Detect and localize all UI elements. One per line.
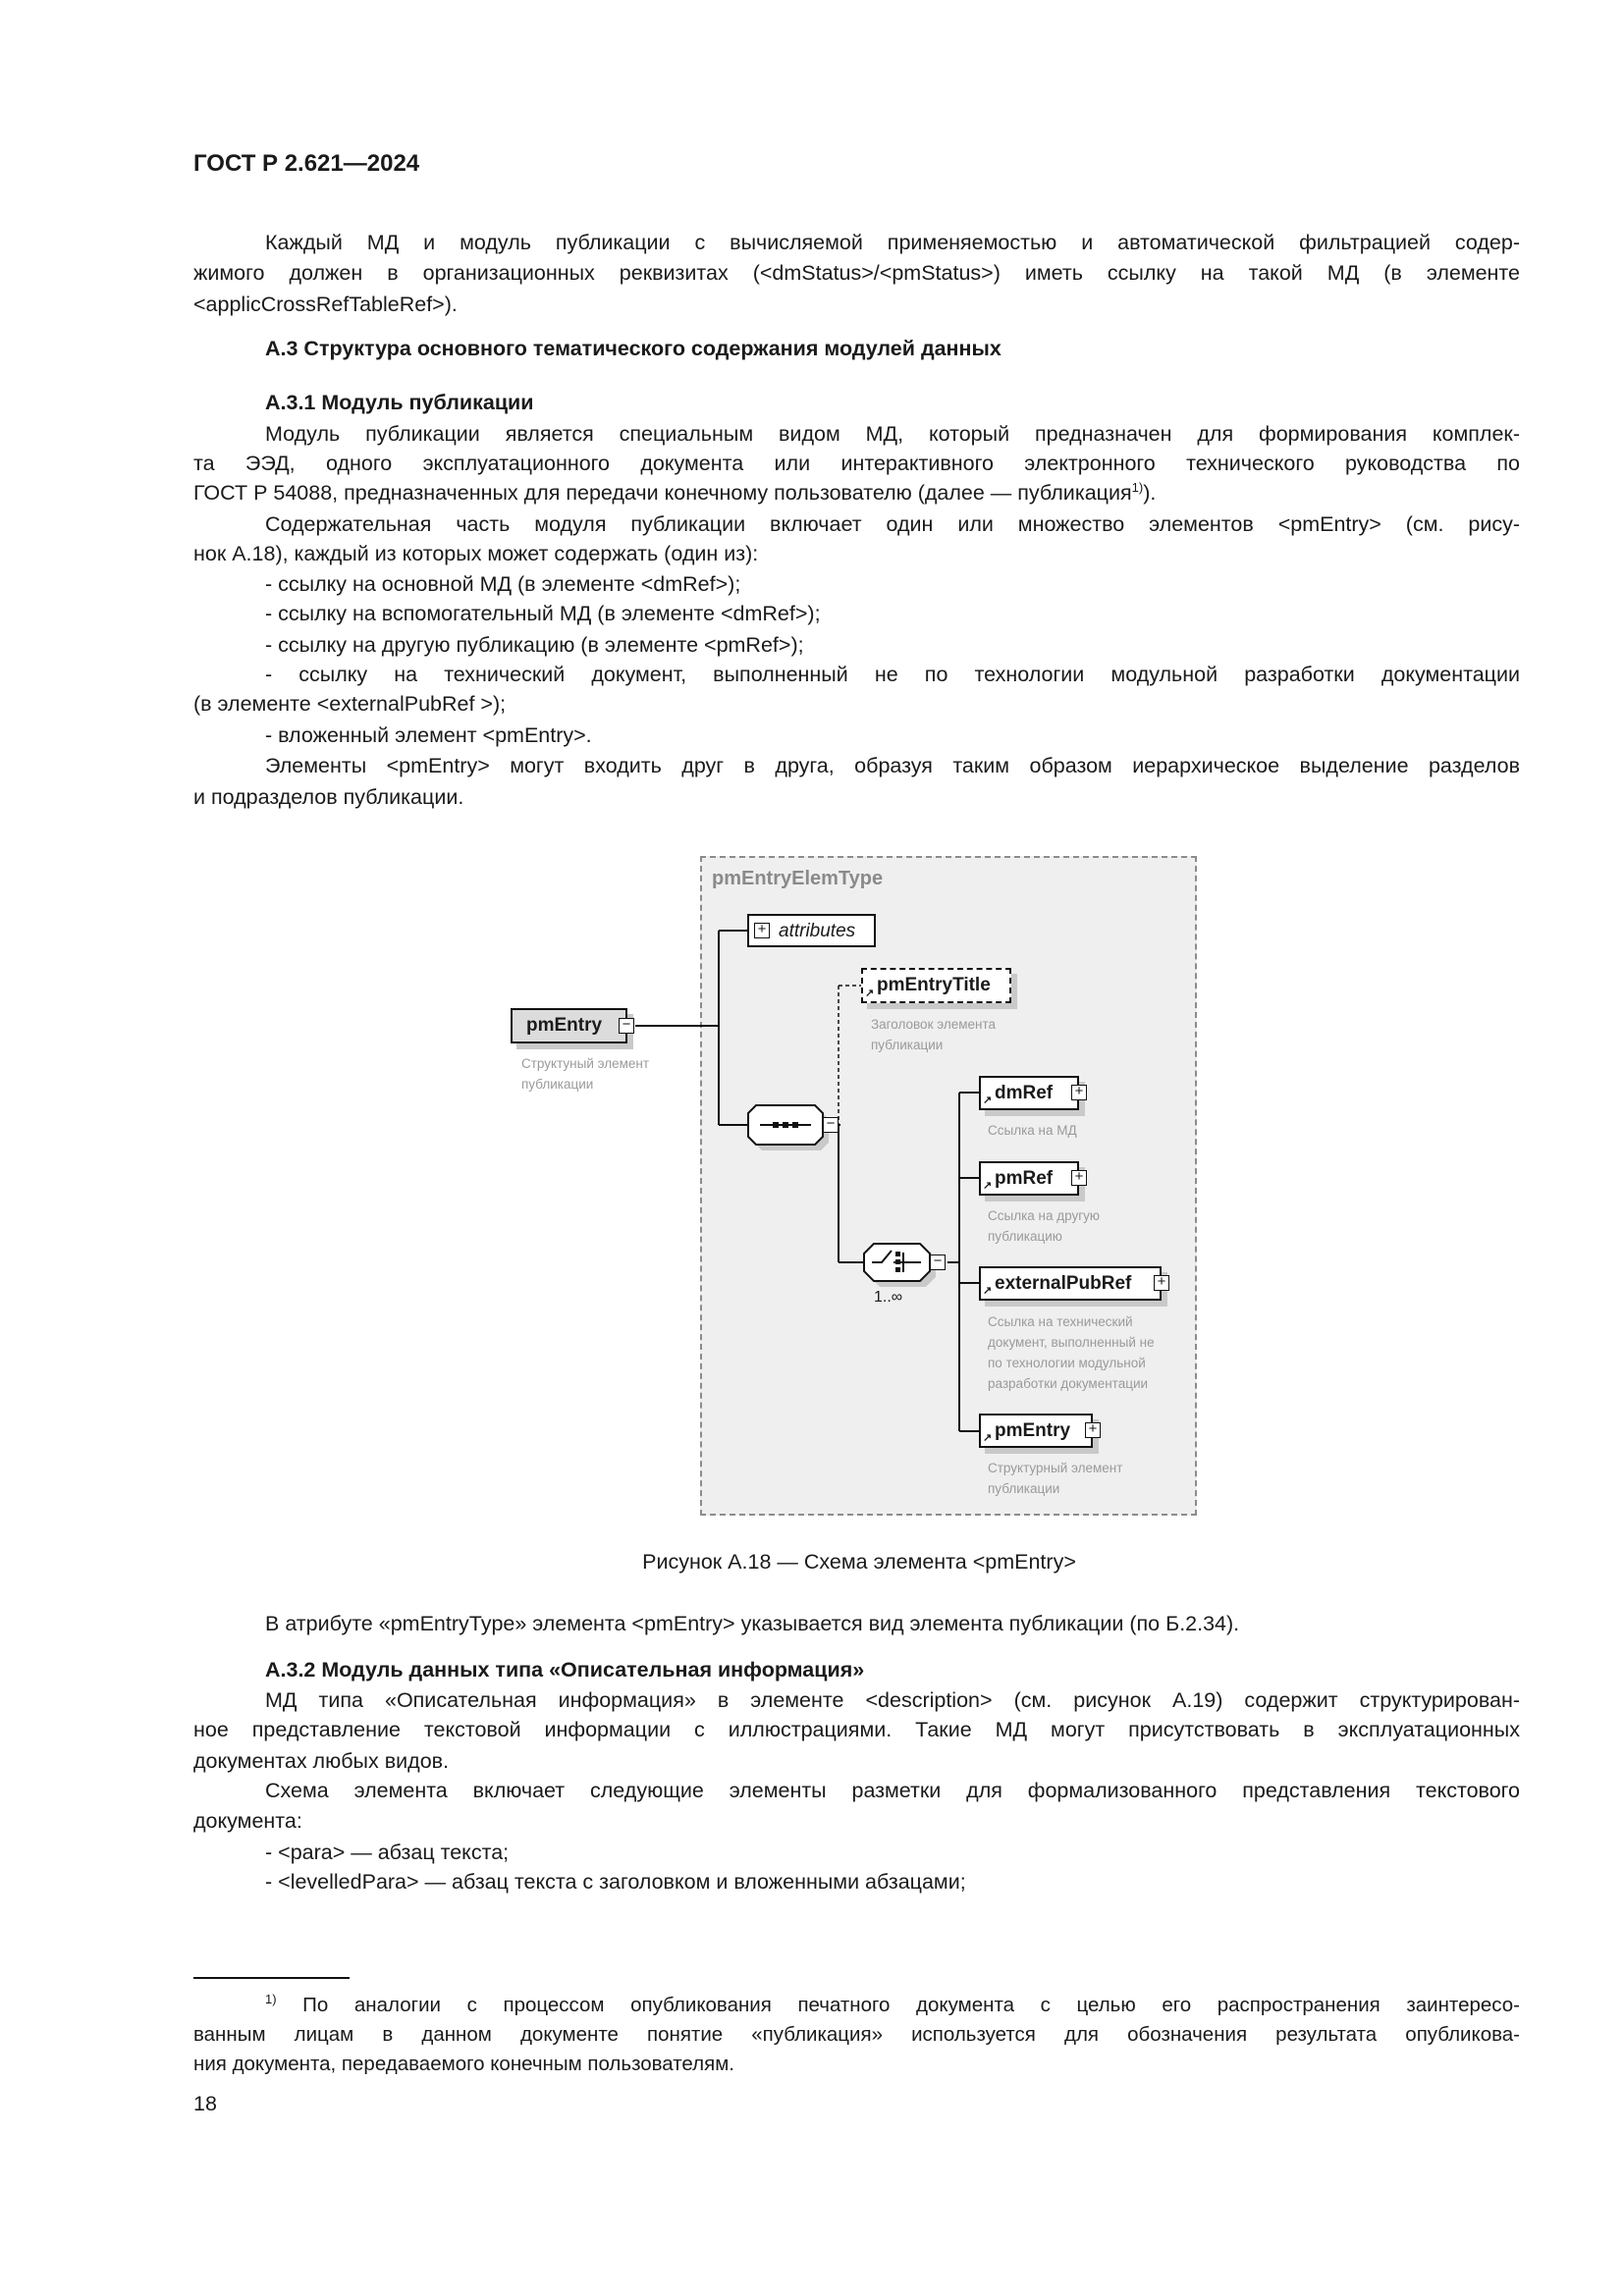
element-name: externalPubRef bbox=[995, 1273, 1132, 1294]
desc-line: Ссылка на технический bbox=[988, 1314, 1133, 1329]
element-externalPubRef[interactable] bbox=[979, 1266, 1162, 1301]
desc-line: по технологии модульной bbox=[988, 1356, 1146, 1370]
desc-line: Структурный элемент bbox=[988, 1461, 1123, 1475]
paragraph-line: <applicCrossRefTableRef>). bbox=[193, 293, 458, 316]
root-element-pmEntry[interactable] bbox=[511, 1008, 627, 1043]
section-heading-a32: А.3.2 Модуль данных типа «Описательная информация» bbox=[265, 1658, 865, 1682]
element-description bbox=[521, 1053, 649, 1095]
element-name: pmEntry bbox=[526, 1015, 603, 1036]
attributes-label: attributes bbox=[779, 921, 856, 941]
list-item: - <levelledPara> — абзац текста с заголовком и вложенными абзацами; bbox=[265, 1870, 966, 1894]
desc-line: публикации bbox=[871, 1038, 944, 1052]
paragraph-line: Элементы <pmEntry> могут входить друг в друга, образуя таким образом иерархическое выделение разделов bbox=[265, 754, 1520, 777]
expand-button[interactable]: + bbox=[1071, 1085, 1087, 1100]
element-name: pmEntry bbox=[995, 1420, 1071, 1441]
section-heading-a31: А.3.1 Модуль публикации bbox=[265, 391, 534, 414]
element-description bbox=[988, 1458, 1122, 1499]
expand-button[interactable]: + bbox=[1071, 1170, 1087, 1186]
paragraph-line: и подразделов публикации. bbox=[193, 785, 464, 809]
paragraph-line: ное представление текстовой информации с иллюстрациями. Такие МД могут присутствовать в эксплуатационных bbox=[193, 1718, 1520, 1741]
type-name: pmEntryElemType bbox=[712, 868, 884, 889]
paragraph-line: Каждый МД и модуль публикации с вычисляемой применяемостью и автоматической фильтрацией содер- bbox=[265, 231, 1520, 254]
collapse-sequence-button[interactable]: − bbox=[823, 1117, 839, 1133]
desc-line: Ссылка на другую bbox=[988, 1208, 1101, 1223]
page-number: 18 bbox=[193, 2092, 217, 2115]
element-dmRef[interactable] bbox=[979, 1076, 1079, 1110]
paragraph-line: та ЭЭД, одного эксплуатационного документа или интерактивного электронного технического руководства по bbox=[193, 452, 1520, 475]
list-item: - ссылку на другую публикацию (в элементе <pmRef>); bbox=[265, 633, 804, 657]
section-heading-a3: А.3 Структура основного тематического содержания модулей данных bbox=[265, 337, 1001, 360]
paragraph-line: МД типа «Описательная информация» в элементе <description> (см. рисунок А.19) содержит структурирован- bbox=[265, 1688, 1520, 1712]
desc-line: Заголовок элемента bbox=[871, 1017, 996, 1032]
expand-attributes-button[interactable]: + bbox=[754, 923, 770, 938]
text: По аналогии с процессом опубликования печатного документа с целью его распространения заинтересо- bbox=[302, 1994, 1520, 2016]
element-pmRef[interactable] bbox=[979, 1161, 1079, 1196]
paragraph-line: В атрибуте «pmEntryType» элемента <pmEntry> указывается вид элемента публикации (по Б.2.34). bbox=[265, 1612, 1240, 1635]
list-item: (в элементе <externalPubRef >); bbox=[193, 692, 507, 716]
element-pmEntryTitle[interactable] bbox=[861, 968, 1011, 1003]
reference-arrow-icon: ↗ bbox=[983, 1095, 993, 1106]
collapse-root-button[interactable]: − bbox=[619, 1018, 634, 1034]
list-item: - ссылку на основной МД (в элементе <dmRef>); bbox=[265, 572, 741, 596]
footnote-line bbox=[265, 1990, 1520, 2020]
footnote-ref: 1) bbox=[1131, 479, 1144, 495]
footnote-line: ния документа, передаваемого конечным пользователям. bbox=[193, 2053, 734, 2075]
expand-button[interactable]: + bbox=[1154, 1275, 1169, 1291]
element-description bbox=[988, 1205, 1100, 1247]
element-description bbox=[988, 1311, 1155, 1394]
desc-line: публикации bbox=[988, 1481, 1060, 1496]
element-name: pmRef bbox=[995, 1168, 1054, 1189]
reference-arrow-icon: ↗ bbox=[865, 988, 875, 999]
element-name: pmEntryTitle bbox=[877, 975, 991, 995]
paragraph-line: Содержательная часть модуля публикации включает один или множество элементов <pmEntry> (см. рису- bbox=[265, 512, 1520, 536]
list-item: - <para> — абзац текста; bbox=[265, 1841, 510, 1864]
element-name: dmRef bbox=[995, 1083, 1054, 1103]
paragraph-line: Схема элемента включает следующие элементы разметки для формализованного представления текстового bbox=[265, 1779, 1520, 1802]
element-description bbox=[871, 1014, 996, 1055]
desc-line: публикацию bbox=[988, 1229, 1062, 1244]
list-item: - ссылку на технический документ, выполненный не по технологии модульной разработки документации bbox=[265, 663, 1520, 686]
footnote-mark: 1) bbox=[265, 1992, 277, 2007]
footnote-separator bbox=[193, 1977, 350, 1979]
expand-button[interactable]: + bbox=[1085, 1422, 1101, 1438]
desc-line: Структуный элемент bbox=[521, 1056, 650, 1071]
paragraph-line: Модуль публикации является специальным видом МД, который предназначен для формирования комплек- bbox=[265, 422, 1520, 446]
paragraph-line: жимого должен в организационных реквизитах (<dmStatus>/<pmStatus>) иметь ссылку на такой МД (в элементе bbox=[193, 261, 1520, 285]
desc-line: документ, выполненный не bbox=[988, 1335, 1155, 1350]
document-header: ГОСТ Р 2.621—2024 bbox=[193, 150, 420, 177]
text: ). bbox=[1143, 481, 1157, 505]
footnote-line: ванным лицам в данном документе понятие «публикация» используется для обозначения результата опубликова- bbox=[193, 2023, 1520, 2046]
multiplicity-label: 1..∞ bbox=[874, 1289, 903, 1306]
desc-line: разработки документации bbox=[988, 1376, 1149, 1391]
reference-arrow-icon: ↗ bbox=[983, 1180, 993, 1192]
element-pmEntry[interactable] bbox=[979, 1414, 1093, 1448]
paragraph-line: нок А.18), каждый из которых может содержать (один из): bbox=[193, 542, 759, 565]
element-description: Ссылка на МД bbox=[988, 1123, 1077, 1138]
figure-caption: Рисунок А.18 — Схема элемента <pmEntry> bbox=[642, 1550, 1076, 1574]
list-item: - вложенный элемент <pmEntry>. bbox=[265, 723, 592, 747]
reference-arrow-icon: ↗ bbox=[983, 1432, 993, 1444]
paragraph-line: документа: bbox=[193, 1809, 302, 1833]
text: ГОСТ Р 54088, предназначенных для передачи конечному пользователю (далее — публикация bbox=[193, 481, 1132, 505]
list-item: - ссылку на вспомогательный МД (в элементе <dmRef>); bbox=[265, 602, 821, 625]
desc-line: публикации bbox=[521, 1077, 594, 1092]
reference-arrow-icon: ↗ bbox=[983, 1285, 993, 1297]
collapse-choice-button[interactable]: − bbox=[930, 1255, 946, 1270]
paragraph-line: документах любых видов. bbox=[193, 1749, 450, 1773]
